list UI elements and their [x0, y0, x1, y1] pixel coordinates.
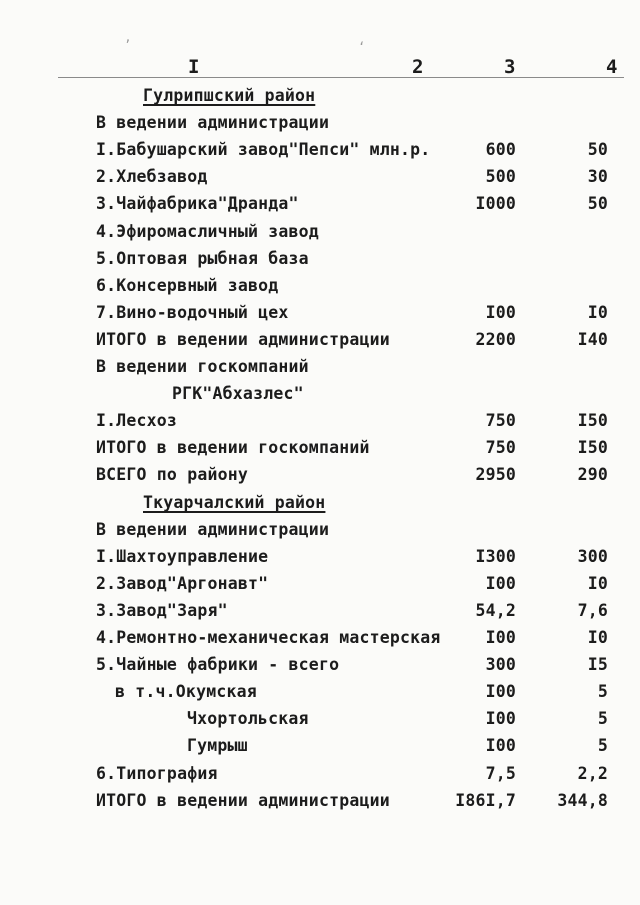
value-col-4: 7,6 [577, 601, 608, 620]
row-label: В ведении госкомпаний [96, 357, 309, 376]
scan-speck: ʼ [124, 38, 132, 52]
value-col-4: I0 [587, 303, 608, 322]
table-row [0, 411, 640, 437]
value-col-3: I00 [485, 736, 516, 755]
row-label: I.Бабушарский завод"Пепси" млн.р. [96, 140, 431, 159]
table-row [0, 655, 640, 681]
value-col-4: 5 [597, 682, 608, 701]
row-label: I.Лесхоз [96, 411, 178, 430]
row-label: ВСЕГО по району [96, 465, 249, 484]
value-col-4: I5 [587, 655, 608, 674]
district-heading: Ткуарчалский район [143, 493, 326, 512]
row-label: 5.Оптовая рыбная база [96, 249, 309, 268]
row-label: 2.Хлебзавод [96, 167, 208, 186]
value-col-4: 50 [587, 194, 608, 213]
table-row [0, 222, 640, 248]
table-row [0, 438, 640, 464]
table-row [0, 574, 640, 600]
value-col-4: 50 [587, 140, 608, 159]
table-row [0, 736, 640, 762]
table-row [0, 465, 640, 491]
row-label: 6.Типография [96, 764, 218, 783]
table-row [0, 140, 640, 166]
value-col-3: I00 [485, 628, 516, 647]
row-label: Гумрыш [187, 736, 248, 755]
value-col-3: 600 [485, 140, 516, 159]
table-row [0, 764, 640, 790]
value-col-3: I00 [485, 303, 516, 322]
row-label: ИТОГО в ведении госкомпаний [96, 438, 370, 457]
value-col-3: 300 [485, 655, 516, 674]
row-label: В ведении администрации [96, 520, 330, 539]
value-col-3: 750 [485, 438, 516, 457]
table-row [0, 330, 640, 356]
row-label: ИТОГО в ведении администрации [96, 791, 390, 810]
row-label: 4.Ремонтно-механическая мастерская [96, 628, 441, 647]
scan-speck: ʻ [358, 40, 366, 54]
value-col-3: 7,5 [485, 764, 516, 783]
table-row [0, 194, 640, 220]
row-label: В ведении администрации [96, 113, 330, 132]
table-row [0, 791, 640, 817]
column-header-1: I [188, 56, 200, 78]
value-col-4: 30 [587, 167, 608, 186]
table-row [0, 276, 640, 302]
row-label: в т.ч.Окумская [115, 682, 257, 701]
row-label: Чхортольская [187, 709, 309, 728]
value-col-3: 2200 [475, 330, 516, 349]
district-heading: Гулрипшский район [143, 86, 316, 105]
value-col-3: I00 [485, 574, 516, 593]
table-row [0, 547, 640, 573]
row-label: I.Шахтоуправление [96, 547, 269, 566]
value-col-3: 750 [485, 411, 516, 430]
header-rule [58, 77, 624, 78]
value-col-4: 5 [597, 709, 608, 728]
column-header-2: 2 [412, 56, 424, 78]
value-col-4: I50 [577, 411, 608, 430]
table-row [0, 357, 640, 383]
column-header-3: 3 [504, 56, 516, 78]
table-row [0, 520, 640, 546]
value-col-3: 54,2 [475, 601, 516, 620]
value-col-3: I000 [475, 194, 516, 213]
column-header-4: 4 [606, 56, 618, 78]
row-label: РГК"Абхазлес" [172, 384, 304, 403]
table-row [0, 682, 640, 708]
value-col-3: I00 [485, 709, 516, 728]
table-row [0, 303, 640, 329]
row-label: ИТОГО в ведении администрации [96, 330, 390, 349]
table-row [0, 493, 640, 519]
table-row [0, 628, 640, 654]
row-label: 6.Консервный завод [96, 276, 279, 295]
value-col-3: I00 [485, 682, 516, 701]
table-row [0, 601, 640, 627]
value-col-4: 5 [597, 736, 608, 755]
table-row [0, 86, 640, 112]
row-label: 2.Завод"Аргонавт" [96, 574, 269, 593]
row-label: 3.Чайфабрика"Дранда" [96, 194, 299, 213]
value-col-3: I86I,7 [455, 791, 516, 810]
value-col-4: 2,2 [577, 764, 608, 783]
row-label: 5.Чайные фабрики - всего [96, 655, 340, 674]
value-col-4: 290 [577, 465, 608, 484]
table-row [0, 167, 640, 193]
value-col-3: 500 [485, 167, 516, 186]
row-label: 3.Завод"Заря" [96, 601, 228, 620]
value-col-4: I0 [587, 628, 608, 647]
table-row [0, 249, 640, 275]
value-col-4: I50 [577, 438, 608, 457]
value-col-4: I0 [587, 574, 608, 593]
value-col-4: 344,8 [557, 791, 608, 810]
value-col-4: I40 [577, 330, 608, 349]
row-label: 7.Вино-водочный цех [96, 303, 289, 322]
row-label: 4.Эфиромасличный завод [96, 222, 319, 241]
table-row [0, 113, 640, 139]
value-col-3: 2950 [475, 465, 516, 484]
table-row [0, 709, 640, 735]
value-col-4: 300 [577, 547, 608, 566]
value-col-3: I300 [475, 547, 516, 566]
table-row [0, 384, 640, 410]
